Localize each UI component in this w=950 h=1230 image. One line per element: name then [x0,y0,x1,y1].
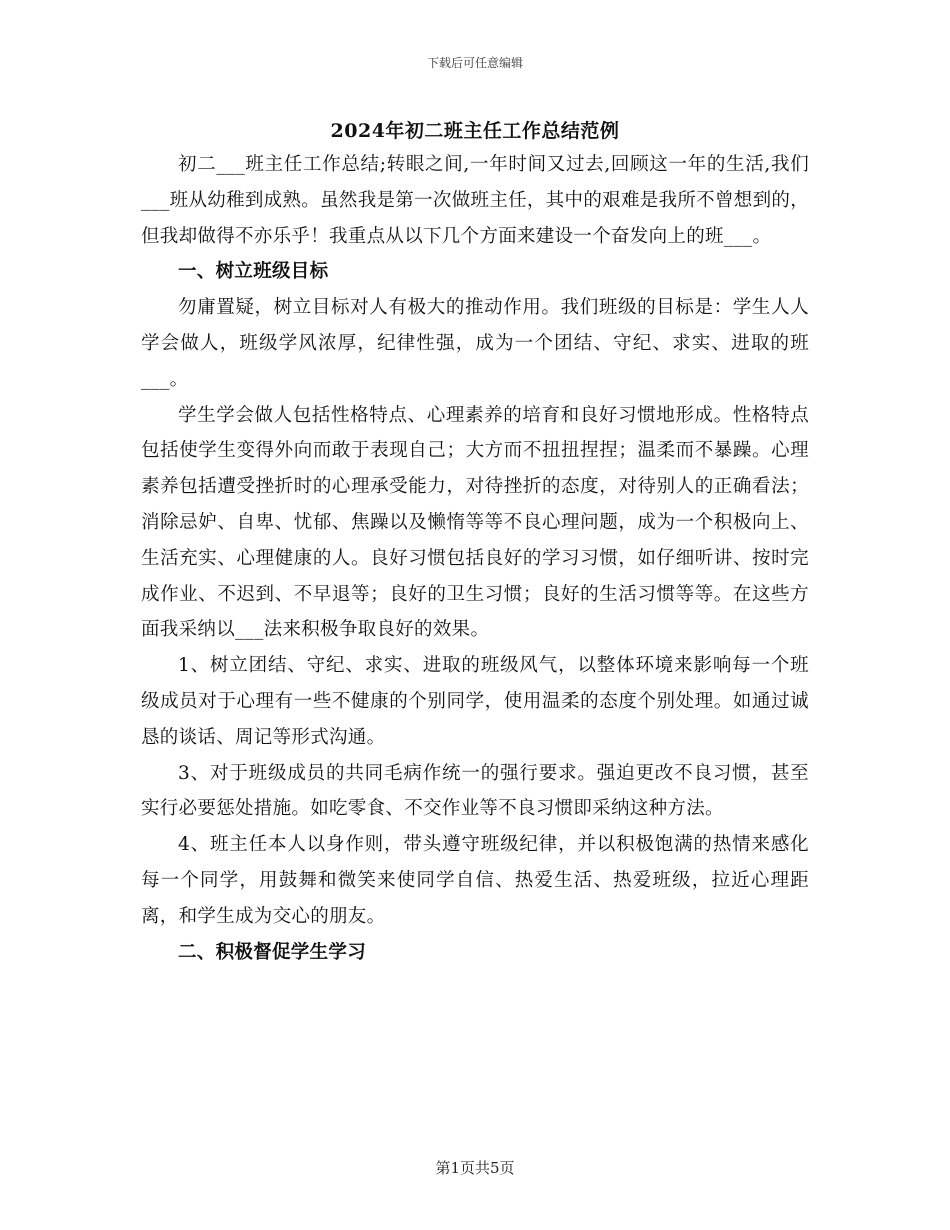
list-paragraph: 4、班主任本人以身作则，带头遵守班级纪律，并以积极饱满的热情来感化每一个同学，用鼓舞和微笑来使同学自信、热爱生活、热爱班级，拉近心理距离，和学生成为交心的朋友。 [141,834,809,927]
section-heading: 一、树立班级目标 [178,261,329,283]
document-title: 2024年初二班主任工作总结范例 [330,120,620,142]
section-heading: 二、积极督促学生学习 [178,941,367,963]
page-number: 第1页共5页 [435,1159,515,1177]
document-body [141,147,809,970]
list-paragraph: 1、树立团结、守纪、求实、进取的班级风气，以整体环境来影响每一个班级成员对于心理有一些不健康的个别同学，使用温柔的态度个别处理。如通过诚恳的谈话、周记等形式沟通。 [141,655,809,748]
intro-paragraph: 初二___班主任工作总结;转眼之间,一年时间又过去,回顾这一年的生活,我们___班从幼稚到成熟。虽然我是第一次做班主任，其中的艰难是我所不曾想到的，但我却做得不亦乐乎！我重点从以下几个方面来建设一个奋发向上的班___。 [141,154,809,247]
list-paragraph: 3、对于班级成员的共同毛病作统一的强行要求。强迫更改不良习惯，甚至实行必要惩处措施。如吃零食、不交作业等不良习惯即采纳这种方法。 [141,762,809,820]
page-header: 下载后可任意编辑 [426,56,523,70]
paragraph: 勿庸置疑，树立目标对人有极大的推动作用。我们班级的目标是：学生人人学会做人，班级学风浓厚，纪律性强，成为一个团结、守纪、求实、进取的班___。 [141,297,809,390]
paragraph: 学生学会做人包括性格特点、心理素养的培育和良好习惯地形成。性格特点包括使学生变得外向而敢于表现自己；大方而不扭扭捏捏；温柔而不暴躁。心理素养包括遭受挫折时的心理承受能力，对待挫折的态度，对待别人的正确看法；消除忌妒、自卑、忧郁、焦躁以及懒惰等等不良心理问题，成为一个积极向上、生活充实、心理健康的人。良好习惯包括良好的学习习惯，如仔细听讲、按时完成作业、不迟到、不早退等；良好的卫生习惯；良好的生活习惯等等。在这些方面我采纳以___法来积极争取良好的效果。 [141,404,809,641]
